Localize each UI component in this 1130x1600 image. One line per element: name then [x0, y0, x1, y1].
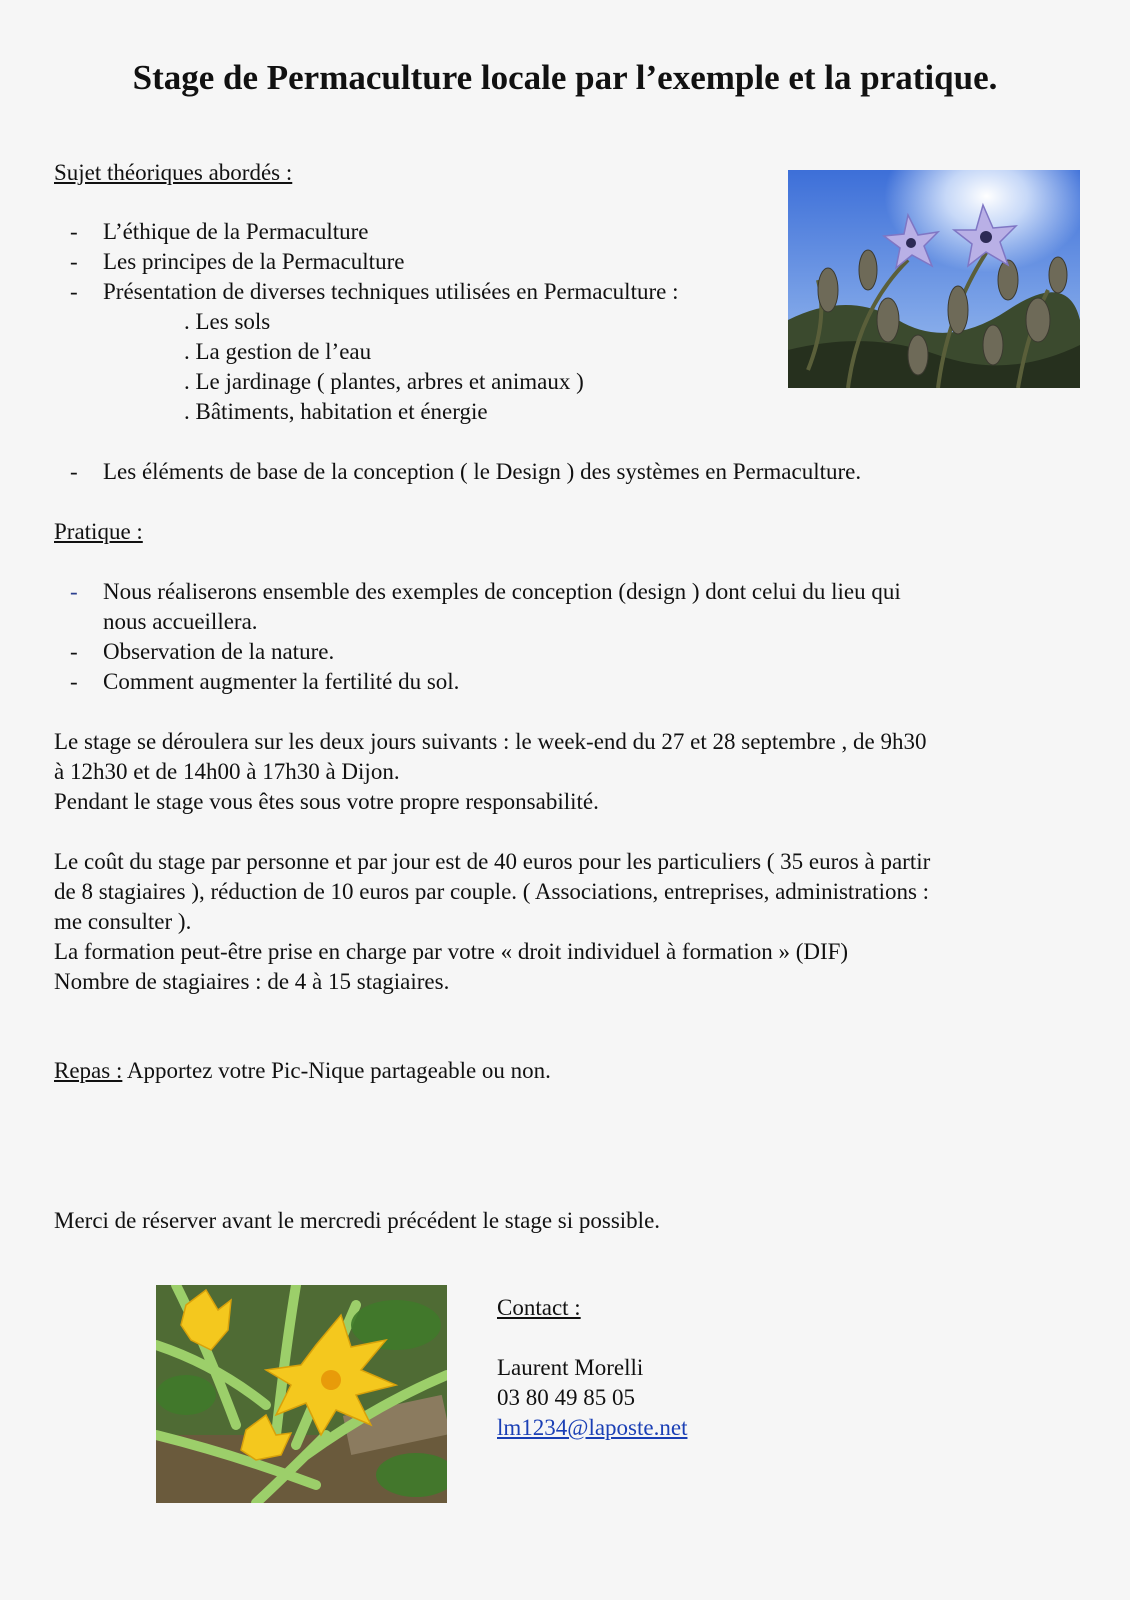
meal-text: Apportez votre Pic-Nique partageable ou non.: [122, 1058, 551, 1083]
practice-item-continued: nous accueillera.: [103, 609, 258, 634]
theory-subitem: . Le jardinage ( plantes, arbres et animaux ): [184, 369, 584, 394]
meal-label: Repas :: [54, 1058, 123, 1083]
theory-subitem: . La gestion de l’eau: [184, 339, 372, 364]
zucchini-flower-photo: [156, 1285, 447, 1503]
practice-item: Observation de la nature.: [103, 639, 335, 664]
theory-item: Les principes de la Permaculture: [103, 249, 405, 274]
bullet-dash: -: [70, 249, 78, 274]
schedule-line: Le stage se déroulera sur les deux jours suivants : le week-end du 27 et 28 septembre , de 9h30: [54, 729, 927, 754]
theory-item: Présentation de diverses techniques utilisées en Permaculture :: [103, 279, 679, 304]
cost-line: me consulter ).: [54, 909, 192, 934]
theory-heading: Sujet théoriques abordés :: [54, 160, 293, 185]
meal-line: [54, 1056, 551, 1086]
cost-paragraph: [54, 847, 1074, 997]
schedule-line: Pendant le stage vous êtes sous votre propre responsabilité.: [54, 789, 599, 814]
bullet-dash: -: [70, 579, 78, 604]
bullet-dash: -: [70, 279, 78, 304]
contact-phone: 03 80 49 85 05: [497, 1385, 635, 1410]
schedule-paragraph: [54, 727, 1074, 817]
bullet-dash: -: [70, 219, 78, 244]
schedule-line: à 12h30 et de 14h00 à 17h30 à Dijon.: [54, 759, 400, 784]
bullet-dash: -: [70, 669, 78, 694]
practice-heading: Pratique :: [54, 519, 143, 544]
borage-flower-photo: [788, 170, 1080, 388]
booking-note: Merci de réserver avant le mercredi précédent le stage si possible.: [54, 1208, 661, 1233]
bullet-dash: -: [70, 459, 78, 484]
practice-item: Comment augmenter la fertilité du sol.: [103, 669, 460, 694]
practice-item: Nous réaliserons ensemble des exemples de conception (design ) dont celui du lieu qui: [103, 579, 901, 604]
cost-line: de 8 stagiaires ), réduction de 10 euros par couple. ( Associations, entreprises, administrations :: [54, 879, 930, 904]
theory-subitem: . Bâtiments, habitation et énergie: [184, 399, 488, 424]
contact-email-link[interactable]: lm1234@laposte.net: [497, 1415, 688, 1440]
cost-line: Nombre de stagiaires : de 4 à 15 stagiaires.: [54, 969, 450, 994]
theory-subitem: . Les sols: [184, 309, 271, 334]
cost-line: Le coût du stage par personne et par jour est de 40 euros pour les particuliers ( 35 euros à partir: [54, 849, 931, 874]
theory-item: L’éthique de la Permaculture: [103, 219, 369, 244]
theory-item: Les éléments de base de la conception ( le Design ) des systèmes en Permaculture.: [103, 459, 862, 484]
contact-heading: Contact :: [497, 1295, 581, 1320]
page-title: Stage de Permaculture locale par l’exemple et la pratique.: [132, 58, 998, 97]
cost-line: La formation peut-être prise en charge par votre « droit individuel à formation » (DIF): [54, 939, 849, 964]
bullet-dash: -: [70, 639, 78, 664]
contact-name: Laurent Morelli: [497, 1355, 644, 1380]
